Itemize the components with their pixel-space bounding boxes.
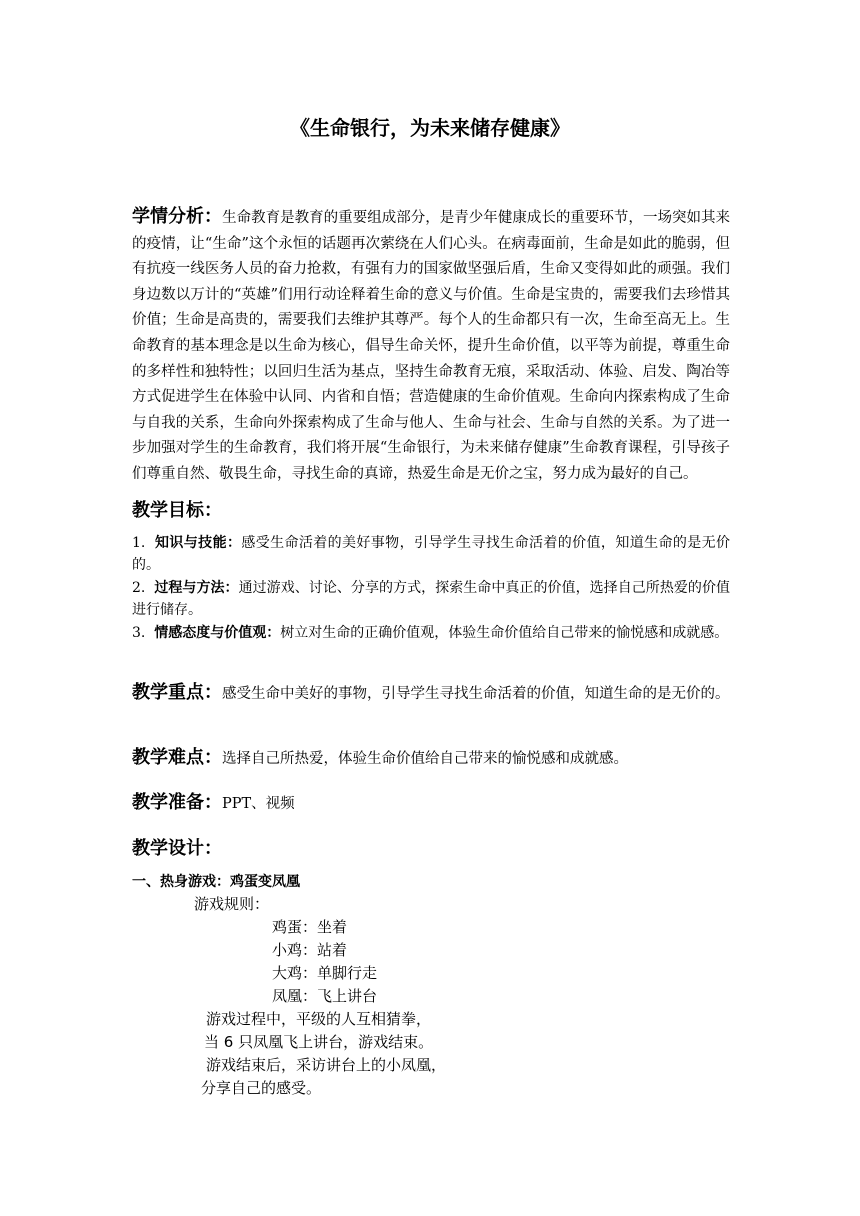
game-rule-hen: 大鸡：单脚行走 <box>272 964 378 982</box>
game-note: 分享自己的感受。 <box>201 1079 322 1097</box>
objective-item-2 <box>132 577 730 621</box>
objective-text: 感受生命活着的美好事物，引导学生寻找生命活着的价值，知道生命的是无价的。 <box>132 535 731 573</box>
key-point-text: 感受生命中美好的事物，引导学生寻找生命活着的价值，知道生命的是无价的。 <box>222 686 730 702</box>
game-rule-chick: 小鸡：站着 <box>272 941 348 959</box>
difficulty-paragraph <box>132 745 730 773</box>
objective-number: 1. <box>132 535 146 551</box>
game-note: 游戏结束后，采访讲台上的小凤凰， <box>206 1056 447 1074</box>
objectives-heading: 教学目标： <box>132 500 222 521</box>
design-heading: 教学设计： <box>132 838 222 859</box>
objective-text: 树立对生命的正确价值观，体验生命价值给自己带来的愉悦感和成就感。 <box>280 625 729 641</box>
objective-number: 2. <box>132 580 146 596</box>
document-title: 《生命银行，为未来储存健康》 <box>290 116 570 140</box>
difficulty-heading: 教学难点： <box>132 747 222 768</box>
game-rules-label: 游戏规则： <box>194 895 270 913</box>
objective-item-3 <box>132 622 730 644</box>
key-point-heading: 教学重点： <box>132 682 222 703</box>
analysis-heading: 学情分析： <box>132 206 223 227</box>
analysis-paragraph <box>132 204 730 488</box>
objective-title: 过程与方法： <box>154 580 239 596</box>
objective-title: 情感态度与价值观： <box>154 625 281 641</box>
objective-item-1 <box>132 532 730 576</box>
game-rule-phoenix: 凤凰：飞上讲台 <box>272 987 378 1005</box>
preparation-paragraph <box>132 790 730 818</box>
game-note: 游戏过程中，平级的人互相猜拳， <box>206 1010 432 1028</box>
analysis-text: 生命教育是教育的重要组成部分，是青少年健康成长的重要环节，一场突如其来的疫情，让“生命”这个永恒的话题再次萦绕在人们心头。在病毒面前，生命是如此的脆弱，但有抗疫一线医务人员的奋力抢救，有强有力的国家做坚强后盾，生命又变得如此的顽强。我们身边数以万计的“英雄”们用行动诠释着生命的意义与价值。生命是宝贵的，需要我们去珍惜其价值；生命是高贵的，需要我们去维护其尊严。每个人的生命都只有一次，生命至高无上。生命教育的基本理念是以生命为核心，倡导生命关怀，提升生命价值，以平等为前提，尊重生命的多样性和独特性；以回归生活为基点，坚持生命教育无痕，采取活动、体验、启发、陶冶等方式促进学生在体验中认同、内省和自悟；营造健康的生命价值观。生命向内探索构成了生命与自我的关系，生命向外探索构成了生命与他人、生命与社会、生命与自然的关系。为了进一步加强对学生的生命教育，我们将开展“生命银行，为未来储存健康”生命教育课程，引导孩子们尊重自然、敬畏生命，寻找生命的真谛，热爱生命是无价之宝，努力成为最好的自己。 <box>132 210 731 482</box>
preparation-heading: 教学准备： <box>132 792 222 813</box>
game-rule-egg: 鸡蛋：坐着 <box>272 918 348 936</box>
game-note: 当 6 只凤凰飞上讲台，游戏结束。 <box>204 1033 434 1051</box>
objective-number: 3. <box>132 625 146 641</box>
objective-text: 通过游戏、讨论、分享的方式，探索生命中真正的价值，选择自己所热爱的价值进行储存。 <box>132 580 730 618</box>
difficulty-text: 选择自己所热爱，体验生命价值给自己带来的愉悦感和成就感。 <box>222 751 628 767</box>
preparation-text: PPT、视频 <box>222 796 295 812</box>
section-heading: 一、热身游戏：鸡蛋变凤凰 <box>132 874 300 890</box>
objective-title: 知识与技能： <box>155 535 242 551</box>
key-point-paragraph <box>132 678 730 709</box>
